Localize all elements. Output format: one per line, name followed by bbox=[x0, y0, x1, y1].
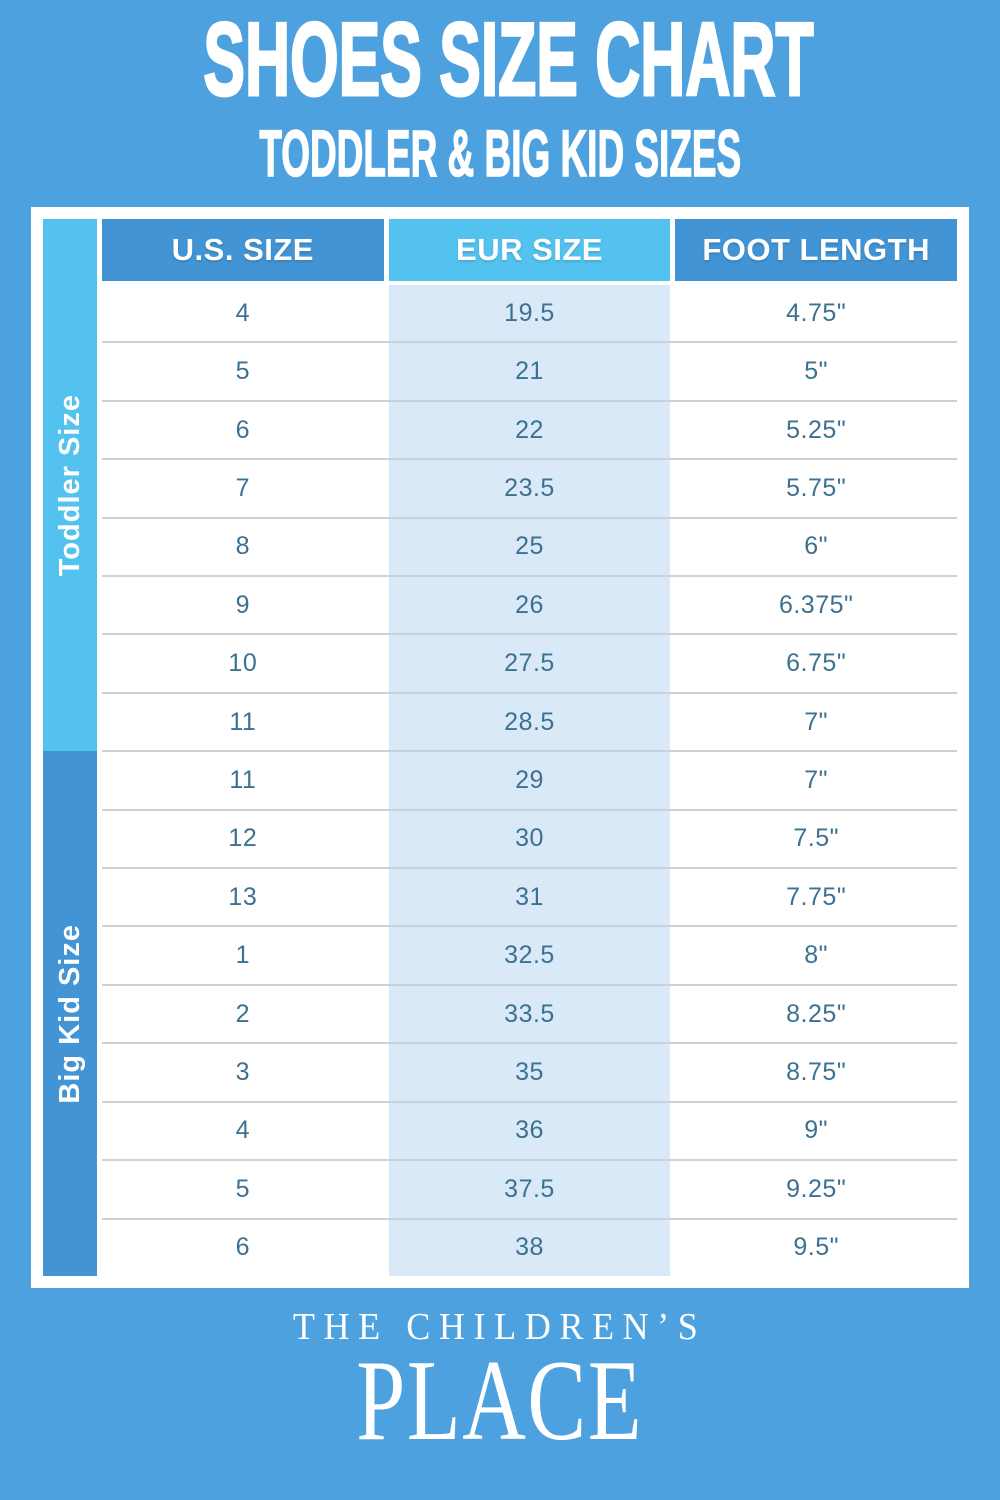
section-strip bbox=[43, 219, 97, 1276]
cell-eur-size: 28.5 bbox=[389, 694, 671, 750]
cell-eur-size: 22 bbox=[389, 402, 671, 458]
cell-eur-size: 27.5 bbox=[389, 635, 671, 691]
cell-us-size: 11 bbox=[229, 765, 257, 794]
size-chart-table bbox=[43, 219, 957, 1276]
section-toddler bbox=[43, 219, 97, 751]
cell-foot-length: 7.5" bbox=[793, 824, 839, 853]
cell-us-size: 4 bbox=[235, 298, 251, 327]
page-title bbox=[0, 2, 1000, 118]
table-row bbox=[102, 809, 957, 867]
cell-foot-length: 6" bbox=[804, 532, 829, 561]
section-label-toddler: Toddler Size bbox=[53, 393, 86, 577]
brand-name-bottom-text: PLACE bbox=[356, 1337, 644, 1465]
cell-foot-length: 8" bbox=[804, 941, 829, 970]
table-row bbox=[102, 575, 957, 633]
cell-us-size: 11 bbox=[229, 707, 257, 736]
column-header-us-size: U.S. SIZE bbox=[102, 219, 384, 281]
table-row bbox=[102, 1101, 957, 1159]
cell-eur-size: 33.5 bbox=[389, 986, 671, 1042]
table-row bbox=[102, 1159, 957, 1217]
cell-eur-size: 32.5 bbox=[389, 927, 671, 983]
cell-us-size: 7 bbox=[235, 473, 251, 502]
cell-eur-size: 23.5 bbox=[389, 460, 671, 516]
table-row bbox=[102, 285, 957, 341]
cell-eur-size: 30 bbox=[389, 811, 671, 867]
brand-logo bbox=[0, 1306, 1000, 1465]
cell-eur-size: 31 bbox=[389, 869, 671, 925]
cell-us-size: 5 bbox=[235, 357, 251, 386]
cell-foot-length: 8.75" bbox=[786, 1057, 847, 1086]
cell-foot-length: 9.25" bbox=[786, 1174, 847, 1203]
table-row bbox=[102, 1042, 957, 1100]
page-title-text: SHOES SIZE CHART bbox=[203, 2, 814, 118]
cell-eur-size: 36 bbox=[389, 1103, 671, 1159]
cell-eur-size: 38 bbox=[389, 1220, 671, 1276]
page-subtitle bbox=[0, 116, 1000, 190]
table-header-row bbox=[102, 219, 957, 281]
table-row bbox=[102, 458, 957, 516]
cell-us-size: 6 bbox=[235, 415, 251, 444]
table-row bbox=[102, 984, 957, 1042]
cell-us-size: 2 bbox=[235, 999, 251, 1028]
table-row bbox=[102, 341, 957, 399]
table-row bbox=[102, 633, 957, 691]
cell-foot-length: 4.75" bbox=[786, 298, 847, 327]
cell-us-size: 13 bbox=[228, 882, 258, 911]
cell-us-size: 8 bbox=[235, 532, 251, 561]
cell-foot-length: 5.25" bbox=[786, 415, 847, 444]
section-bigkid bbox=[43, 751, 97, 1276]
cell-foot-length: 7" bbox=[804, 707, 829, 736]
table-body bbox=[102, 285, 957, 1276]
table-row bbox=[102, 692, 957, 750]
cell-us-size: 9 bbox=[235, 590, 251, 619]
cell-eur-size: 19.5 bbox=[389, 285, 671, 341]
cell-eur-size: 21 bbox=[389, 343, 671, 399]
cell-foot-length: 6.375" bbox=[778, 590, 854, 619]
table-row bbox=[102, 400, 957, 458]
cell-foot-length: 7.75" bbox=[786, 882, 847, 911]
cell-us-size: 3 bbox=[235, 1057, 251, 1086]
cell-foot-length: 5" bbox=[804, 357, 829, 386]
cell-foot-length: 6.75" bbox=[786, 649, 847, 678]
table-row bbox=[102, 925, 957, 983]
table-row bbox=[102, 867, 957, 925]
cell-eur-size: 25 bbox=[389, 519, 671, 575]
table-row bbox=[102, 517, 957, 575]
cell-foot-length: 7" bbox=[804, 765, 829, 794]
cell-us-size: 5 bbox=[235, 1174, 251, 1203]
cell-eur-size: 37.5 bbox=[389, 1161, 671, 1217]
column-header-foot-length: FOOT LENGTH bbox=[675, 219, 957, 281]
table-grid bbox=[102, 219, 957, 1276]
brand-name-bottom bbox=[0, 1337, 1000, 1465]
brand-name-top-text: THE CHILDREN’S bbox=[293, 1306, 707, 1348]
section-label-bigkid: Big Kid Size bbox=[53, 923, 86, 1104]
column-header-eur-size: EUR SIZE bbox=[389, 219, 671, 281]
cell-foot-length: 9.5" bbox=[793, 1233, 839, 1262]
cell-eur-size: 29 bbox=[389, 752, 671, 808]
cell-us-size: 1 bbox=[235, 941, 251, 970]
cell-us-size: 12 bbox=[228, 824, 258, 853]
cell-eur-size: 26 bbox=[389, 577, 671, 633]
cell-foot-length: 5.75" bbox=[786, 473, 847, 502]
cell-us-size: 6 bbox=[235, 1233, 251, 1262]
cell-foot-length: 9" bbox=[804, 1116, 829, 1145]
table-row bbox=[102, 750, 957, 808]
page-subtitle-text: TODDLER & BIG KID SIZES bbox=[259, 116, 741, 190]
cell-us-size: 10 bbox=[228, 649, 258, 678]
cell-eur-size: 35 bbox=[389, 1044, 671, 1100]
cell-us-size: 4 bbox=[235, 1116, 251, 1145]
header bbox=[0, 2, 1000, 190]
table-row bbox=[102, 1218, 957, 1276]
size-chart-card bbox=[31, 207, 969, 1288]
cell-foot-length: 8.25" bbox=[786, 999, 847, 1028]
